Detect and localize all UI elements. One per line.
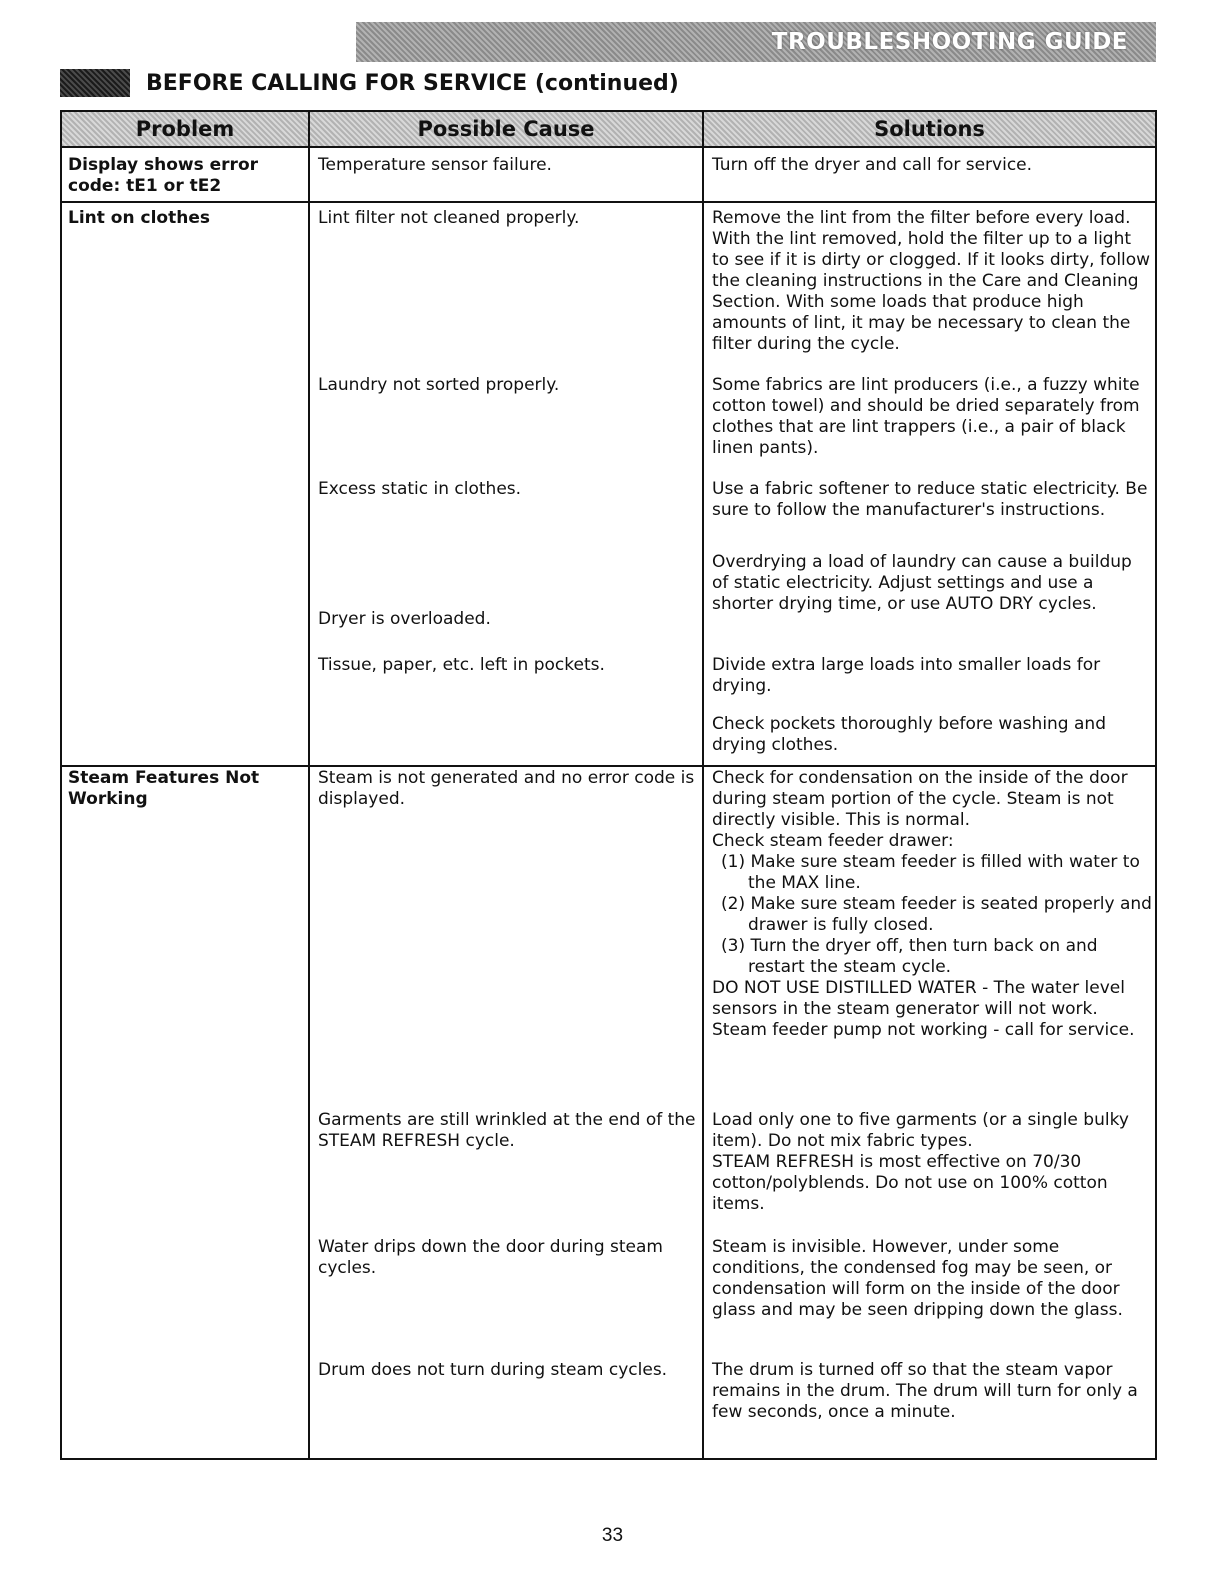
- row-divider: [62, 201, 1155, 203]
- solution-check-drawer: Check steam feeder drawer:: [712, 831, 954, 851]
- cause-garments-wrinkled: Garments are still wrinkled at the end of the STEAM REFRESH cycle.: [318, 1110, 696, 1151]
- solution-step-2: (2) Make sure steam feeder is seated properly and drawer is fully closed.: [721, 894, 1152, 935]
- cause-steam-not-generated: Steam is not generated and no error code is displayed.: [318, 768, 695, 809]
- column-header-problem: Problem: [62, 112, 308, 148]
- cause-tissue-in-pockets: Tissue, paper, etc. left in pockets.: [318, 655, 605, 675]
- column-header-possible-cause: Possible Cause: [310, 112, 702, 148]
- cause-dryer-overloaded: Dryer is overloaded.: [318, 609, 491, 629]
- problem-steam-features: Steam Features Not Working: [68, 768, 260, 809]
- problem-lint-on-clothes: Lint on clothes: [68, 208, 210, 228]
- solution-avoid-overdrying: Overdrying a load of laundry can cause a buildup of static electricity. Adjust settings and use a shorter drying time, or use AUTO DRY cycles.: [712, 552, 1132, 614]
- solution-condensation-check: Check for condensation on the inside of the door during steam portion of the cycle. Steam is not directly visible. This is normal.: [712, 768, 1128, 830]
- cause-excess-static: Excess static in clothes.: [318, 479, 522, 499]
- heading-marker-block: [60, 69, 130, 97]
- row-divider: [62, 765, 1155, 767]
- cause-laundry-not-sorted: Laundry not sorted properly.: [318, 375, 560, 395]
- solution-sort-laundry: Some fabrics are lint producers (i.e., a fuzzy white cotton towel) and should be dried separately from clothes that are lint trappers (i.e., a pair of black linen pants).: [712, 375, 1140, 458]
- column-divider: [308, 112, 310, 1458]
- page-number: 33: [601, 1525, 624, 1546]
- column-header-solutions: Solutions: [704, 112, 1155, 148]
- problem-error-code: Display shows error code: tE1 or tE2: [68, 155, 259, 196]
- solution-fabric-softener: Use a fabric softener to reduce static electricity. Be sure to follow the manufacturer's instructions.: [712, 479, 1148, 520]
- solution-steam-check-list: [712, 768, 1152, 1041]
- solution-step-1: (1) Make sure steam feeder is filled with water to the MAX line.: [721, 852, 1140, 893]
- cause-drum-not-turning: Drum does not turn during steam cycles.: [318, 1360, 668, 1380]
- solution-no-distilled-water: DO NOT USE DISTILLED WATER - The water level sensors in the steam generator will not work.: [712, 978, 1125, 1019]
- solution-call-service: Turn off the dryer and call for service.: [712, 155, 1033, 175]
- solution-pump-service: Steam feeder pump not working - call for service.: [712, 1020, 1135, 1040]
- solution-drum-turned-off: The drum is turned off so that the steam vapor remains in the drum. The drum will turn for only a few seconds, once a minute.: [712, 1360, 1138, 1422]
- solution-divide-loads: Divide extra large loads into smaller loads for drying.: [712, 655, 1101, 696]
- troubleshooting-table: [60, 110, 1157, 1460]
- solution-wrinkled-fabric: STEAM REFRESH is most effective on 70/30 cotton/polyblends. Do not use on 100% cotton items.: [712, 1152, 1108, 1214]
- cause-water-drips: Water drips down the door during steam cycles.: [318, 1237, 663, 1278]
- cause-temperature-sensor: Temperature sensor failure.: [318, 155, 552, 175]
- solution-wrinkled-load: Load only one to five garments (or a single bulky item). Do not mix fabric types.: [712, 1110, 1129, 1151]
- section-heading: [60, 66, 679, 100]
- solution-clean-filter: Remove the lint from the filter before every load. With the lint removed, hold the filter up to a light to see if it is dirty or clogged. If it looks dirty, follow the cleaning instructions in the Care and Cleaning Section. With some loads that produce high amounts of lint, it may be necessary to clean the filter during the cycle.: [712, 208, 1151, 354]
- banner-title: TROUBLESHOOTING GUIDE: [771, 29, 1128, 55]
- solution-load-few-garments: [712, 1110, 1152, 1215]
- page-title: BEFORE CALLING FOR SERVICE (continued): [146, 70, 679, 96]
- solution-steam-invisible: Steam is invisible. However, under some conditions, the condensed fog may be seen, or condensation will form on the inside of the door glass and may be seen dripping down the glass.: [712, 1237, 1123, 1320]
- solution-step-3: (3) Turn the dryer off, then turn back on and restart the steam cycle.: [721, 936, 1098, 977]
- cause-lint-filter: Lint filter not cleaned properly.: [318, 208, 580, 228]
- section-banner: [356, 22, 1156, 62]
- solution-check-pockets: Check pockets thoroughly before washing and drying clothes.: [712, 714, 1106, 755]
